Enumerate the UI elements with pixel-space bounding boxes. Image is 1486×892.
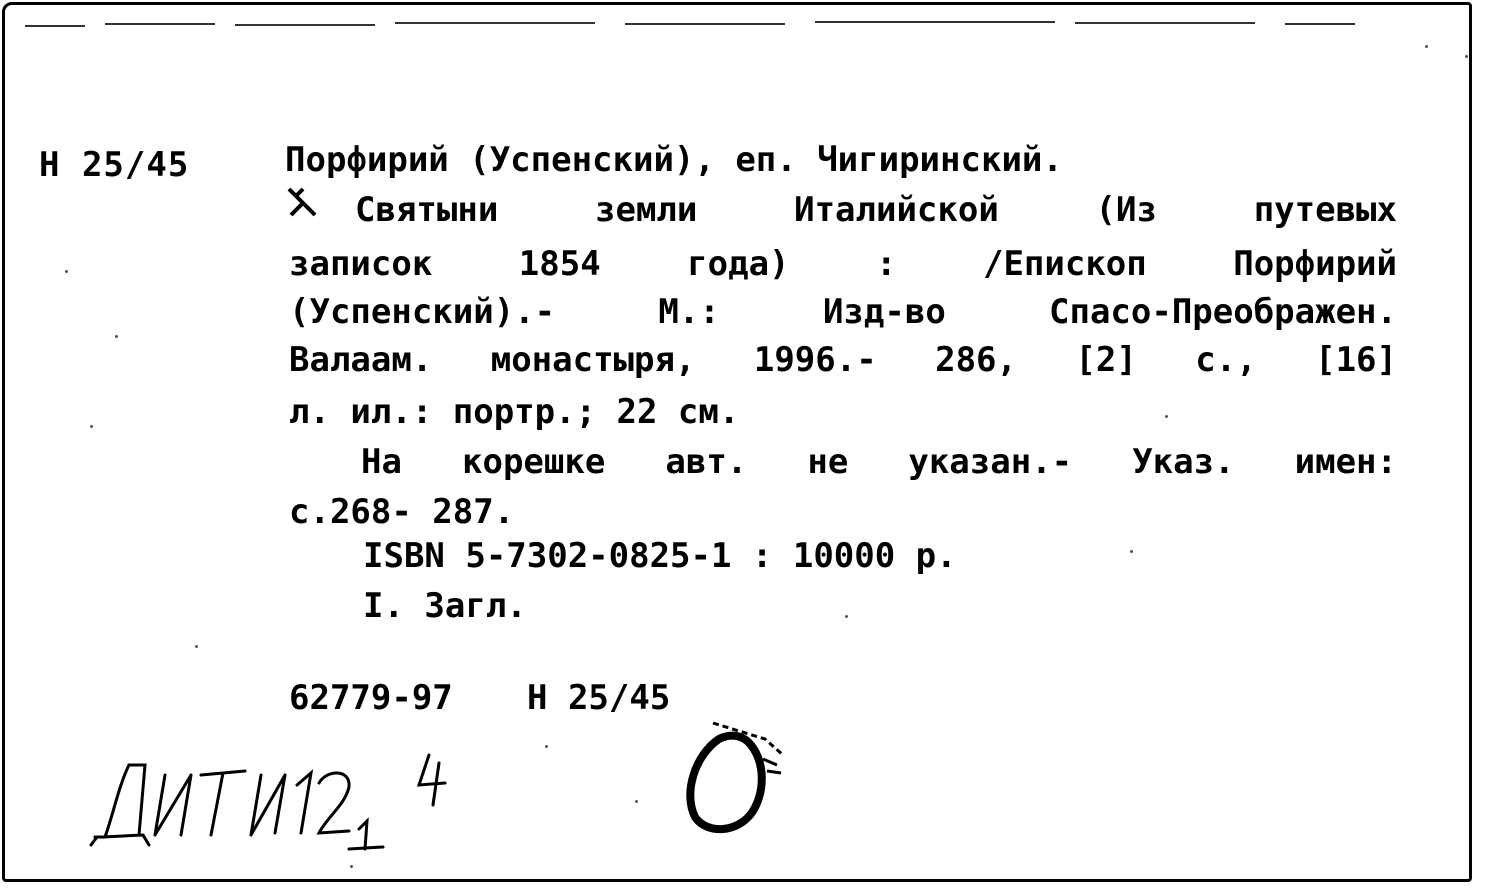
tracing-line: I. Загл. [363, 586, 527, 626]
title-line-3: (Успенский).- М.: Изд-во Спасо-Преображен. [289, 292, 1397, 332]
shelfmark-left: Н 25/45 [39, 145, 190, 185]
note-line-1: На корешке авт. не указан.- Указ. имен: [361, 442, 1397, 482]
isbn-line: ISBN 5-7302-0825-1 : 10000 р. [363, 536, 957, 576]
catalog-card [2, 2, 1472, 882]
accession-number: 62779-97 [289, 678, 453, 718]
title-line-2: записок 1854 года) : /Епископ Порфирий [289, 244, 1397, 284]
title-line-4: Валаам. монастыря, 1996.- 286, [2] с., [16] [289, 340, 1397, 380]
top-edge-speckle [25, 17, 1445, 35]
x-mark-icon [285, 185, 321, 219]
handwritten-code [83, 745, 473, 855]
stamp-ring-mark [655, 705, 815, 845]
shelfmark-bottom: Н 25/45 [527, 678, 671, 718]
author-heading: Порфирий (Успенский), еп. Чигиринский. [285, 140, 1063, 180]
title-last-line: л. ил.: портр.; 22 см. [289, 392, 740, 432]
note-line-2: с.268- 287. [289, 492, 515, 532]
title-line-1: Святыни земли Италийской (Из путевых [355, 190, 1397, 230]
